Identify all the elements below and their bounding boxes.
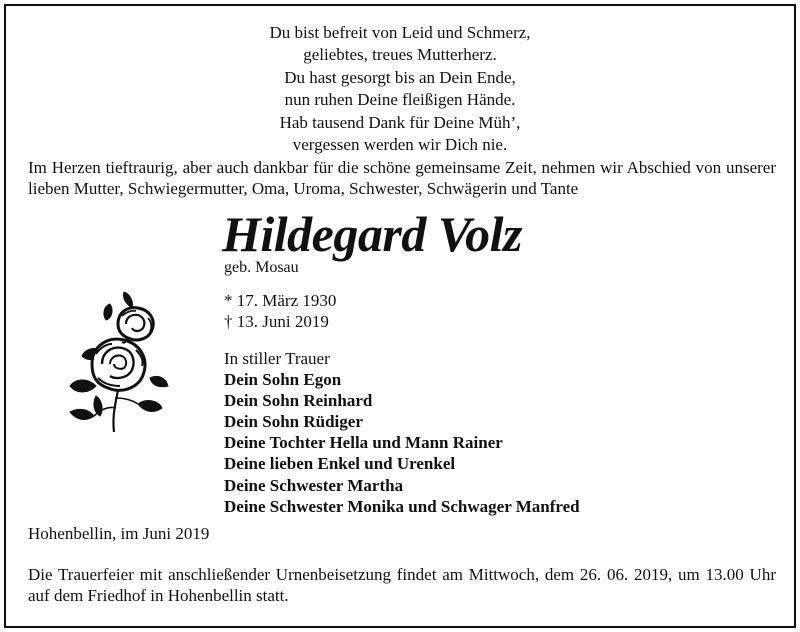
mourners-heading: In stiller Trauer [224,349,330,368]
mourner-line: Deine Schwester Martha [224,475,404,495]
birth-name: geb. Mosau [224,259,299,276]
mourner-line: Deine lieben Enkel und Urenkel [224,454,456,474]
service-notice: Die Trauerfeier mit anschließender Urnenbeisetzung findet am Mittwoch, dem 26. 06. 2019, um 13.00 Uhr auf dem Friedhof in Hohenbellin statt. [28,565,776,605]
place-and-date: Hohenbellin, im Juni 2019 [28,524,210,543]
mourner-line: Dein Sohn Rüdiger [224,412,363,432]
poem-line: geliebtes, treues Mutterherz. [303,45,497,65]
intro-paragraph: Im Herzen tieftraurig, aber auch dankbar für die schöne gemeinsame Zeit, nehmen wir Abschied von unserer lieben Mutter, Schwiegermutter, Oma, Uroma, Schwester, Schwägerin und Tante [28,158,776,198]
poem-line: nun ruhen Deine fleißigen Hände. [284,90,516,110]
mourner-line: Deine Tochter Hella und Mann Rainer [224,433,503,453]
poem-line: Hab tausend Dank für Deine Müh’, [279,112,521,132]
mourner-line: Deine Schwester Monika und Schwager Manfred [224,496,580,516]
life-dates [224,290,336,332]
mourner-line: Dein Sohn Egon [224,370,342,390]
poem [0,22,800,156]
mourners-block [224,348,580,517]
poem-line: Du hast gesorgt bis an Dein Ende, [284,67,516,87]
mourner-line: Dein Sohn Reinhard [224,391,373,411]
deceased-name: Hildegard Volz [222,206,522,262]
poem-line: Du bist befreit von Leid und Schmerz, [269,23,531,42]
death-date: † 13. Juni 2019 [224,312,329,331]
rose-icon [66,290,174,436]
poem-line: vergessen werden wir Dich nie. [292,135,508,155]
birth-date: * 17. März 1930 [224,291,337,310]
